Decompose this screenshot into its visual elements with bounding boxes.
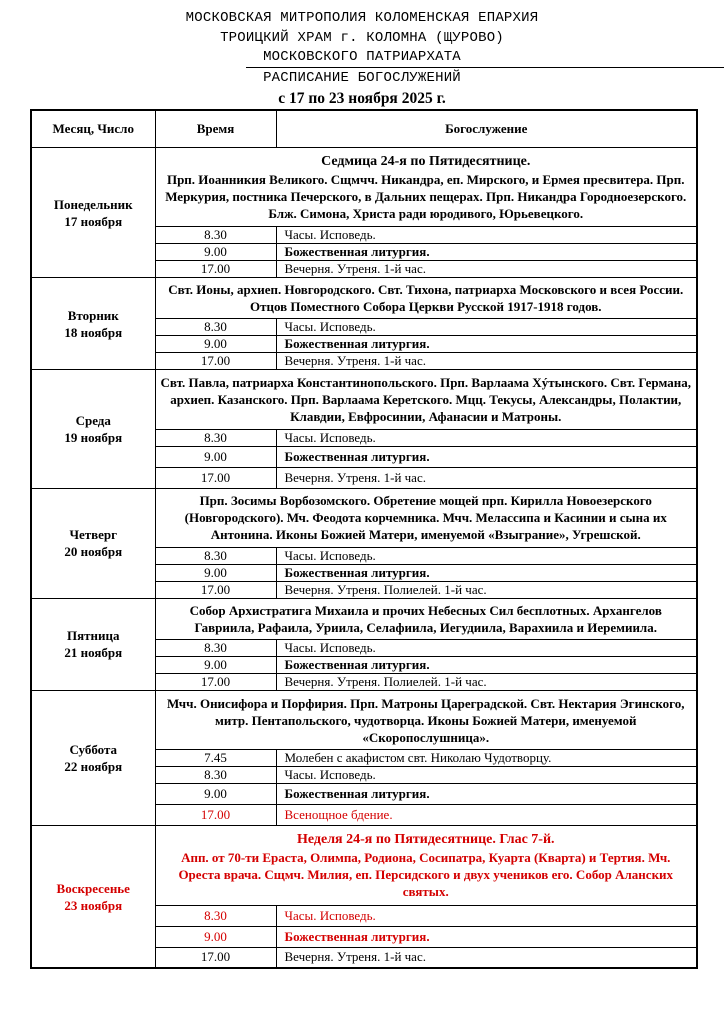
patriarchate-title: МОСКОВСКОГО ПАТРИАРХАТА: [263, 49, 461, 65]
day-cell: [31, 826, 155, 968]
date: 23 ноября: [64, 897, 123, 913]
day-row: [31, 148, 697, 227]
header-divider: [246, 67, 724, 68]
feast-cell: [155, 148, 697, 227]
date: 19 ноября: [64, 430, 123, 446]
service-text: Часы. Исповедь.: [276, 429, 697, 446]
feast-text: Прп. Зосимы Ворбозомского. Обретение мощей прп. Кирилла Новоезерского (Новгородского). Мч. Феодота корчемника. Мчч. Мелассипа и Касинии и сына их Антонина. Иконы Божией Матери, именуемой «Взыграние», Угрешской.: [184, 493, 667, 543]
date: 21 ноября: [64, 645, 123, 661]
day-row: [31, 691, 697, 750]
column-header-day: Месяц, Число: [31, 110, 155, 148]
service-text: Часы. Исповедь.: [276, 640, 697, 657]
day-cell: [31, 598, 155, 690]
service-text: Часы. Исповедь.: [276, 227, 697, 244]
service-time: 8.30: [155, 767, 276, 784]
service-time: 9.00: [155, 657, 276, 674]
schedule-title: РАСПИСАНИЕ БОГОСЛУЖЕНИЙ: [263, 70, 461, 86]
service-time: 9.00: [155, 564, 276, 581]
service-time: 8.30: [155, 227, 276, 244]
feast-cell: [155, 370, 697, 429]
feast-text: Свт. Павла, патриарха Константинопольского. Прп. Варлаама Хýтынского. Свт. Германа, архиеп. Казанского. Прп. Варлаама Керетского. Мцц. Текусы, Александры, Полактии, Клавдии, Евфросинии, Афанасии и Матроны.: [160, 375, 691, 425]
service-time: 8.30: [155, 640, 276, 657]
feast-cell: [155, 826, 697, 905]
service-text: Божественная литургия.: [276, 244, 697, 261]
weekday: Воскресенье: [56, 880, 130, 896]
weekday: Понедельник: [53, 196, 133, 212]
service-time: 8.30: [155, 905, 276, 926]
service-time: 17.00: [155, 261, 276, 278]
day-row: [31, 488, 697, 547]
weekday: Среда: [75, 413, 111, 429]
service-text: Божественная литургия.: [276, 564, 697, 581]
feast-text: Апп. от 70-ти Ераста, Олимпа, Родиона, Сосипатра, Куарта (Кварта) и Тертия. Мч. Ореста врача. Сщмч. Милия, еп. Персидского и двух учеников его. Собор Аланских святых.: [178, 850, 674, 900]
feast-text: Мчч. Онисифора и Порфирия. Прп. Матроны Цареградской. Свт. Нектария Эгинского, митр. Пентапольского, чудотворца. Иконы Божией Матери, именуемой «Скоропослушница».: [167, 695, 685, 745]
service-text: Часы. Исповедь.: [276, 767, 697, 784]
service-text: Всенощное бдение.: [276, 805, 697, 826]
day-row: [31, 370, 697, 429]
date: 18 ноября: [64, 324, 123, 340]
service-time: 17.00: [155, 947, 276, 968]
service-time: 8.30: [155, 319, 276, 336]
feast-text: Собор Архистратига Михаила и прочих Небесных Сил бесплотных. Архангелов Гавриила, Рафаила, Уриила, Селафиила, Иегудиила, Варахиила и Иеремиила.: [189, 602, 662, 635]
service-time: 17.00: [155, 581, 276, 598]
service-time: 7.45: [155, 750, 276, 767]
service-text: Божественная литургия.: [276, 336, 697, 353]
day-cell: [31, 278, 155, 370]
service-time: 9.00: [155, 926, 276, 947]
date: 22 ноября: [64, 759, 123, 775]
service-text: Вечерня. Утреня. 1-й час.: [276, 261, 697, 278]
day-row: [31, 598, 697, 639]
service-text: Часы. Исповедь.: [276, 547, 697, 564]
service-text: Божественная литургия.: [276, 657, 697, 674]
feast-title: Неделя 24-я по Пятидесятнице. Глас 7-й.: [296, 832, 555, 848]
service-time: 9.00: [155, 446, 276, 467]
feast-cell: [155, 488, 697, 547]
date: 20 ноября: [64, 544, 123, 560]
service-text: Божественная литургия.: [276, 926, 697, 947]
service-time: 8.30: [155, 547, 276, 564]
date: 17 ноября: [64, 213, 123, 229]
weekday: Пятница: [66, 628, 120, 644]
service-text: Часы. Исповедь.: [276, 319, 697, 336]
service-text: Вечерня. Утреня. 1-й час.: [276, 947, 697, 968]
service-text: Молебен с акафистом свт. Николаю Чудотворцу.: [276, 750, 697, 767]
feast-text: Прп. Иоанникия Великого. Сщмчч. Никандра, еп. Мирского, и Ермея пресвитера. Прп. Меркурия, постника Печерского, в Дальних пещерах. Прп. Никандра Городноезерского. Блж. Симона, Христа ради юродивого, Юрьевецкого.: [165, 172, 687, 222]
service-time: 9.00: [155, 784, 276, 805]
service-time: 17.00: [155, 805, 276, 826]
weekday: Суббота: [69, 742, 118, 758]
service-time: 17.00: [155, 467, 276, 488]
day-row: [31, 278, 697, 319]
weekday: Вторник: [67, 307, 119, 323]
service-time: 8.30: [155, 429, 276, 446]
service-time: 17.00: [155, 353, 276, 370]
church-title: ТРОИЦКИЙ ХРАМ г. КОЛОМНА (ЩУРОВО): [220, 30, 504, 46]
day-cell: [31, 691, 155, 826]
service-text: Божественная литургия.: [276, 446, 697, 467]
diocese-title: МОСКОВСКАЯ МИТРОПОЛИЯ КОЛОМЕНСКАЯ ЕПАРХИЯ: [185, 10, 539, 26]
day-cell: [31, 488, 155, 598]
feast-cell: [155, 598, 697, 639]
service-text: Божественная литургия.: [276, 784, 697, 805]
service-text: Вечерня. Утреня. 1-й час.: [276, 467, 697, 488]
service-time: 9.00: [155, 336, 276, 353]
feast-text: Свт. Ионы, архиеп. Новгородского. Свт. Тихона, патриарха Московского и всея России. Отцов Поместного Собора Церкви Русской 1917-1918 годов.: [168, 282, 684, 315]
weekday: Четверг: [69, 527, 118, 543]
service-text: Вечерня. Утреня. 1-й час.: [276, 353, 697, 370]
feast-title: Седмица 24-я по Пятидесятнице.: [321, 154, 531, 170]
column-header-time: Время: [155, 110, 276, 148]
service-text: Вечерня. Утреня. Полиелей. 1-й час.: [276, 581, 697, 598]
service-text: Часы. Исповедь.: [276, 905, 697, 926]
service-time: 9.00: [155, 244, 276, 261]
service-text: Вечерня. Утреня. Полиелей. 1-й час.: [276, 674, 697, 691]
feast-cell: [155, 691, 697, 750]
service-time: 17.00: [155, 674, 276, 691]
column-header-service: Богослужение: [276, 110, 697, 148]
day-cell: [31, 148, 155, 278]
day-row: [31, 826, 697, 905]
day-cell: [31, 370, 155, 488]
schedule-table: [30, 109, 698, 969]
feast-cell: [155, 278, 697, 319]
schedule-period: с 17 по 23 ноября 2025 г.: [278, 90, 446, 107]
